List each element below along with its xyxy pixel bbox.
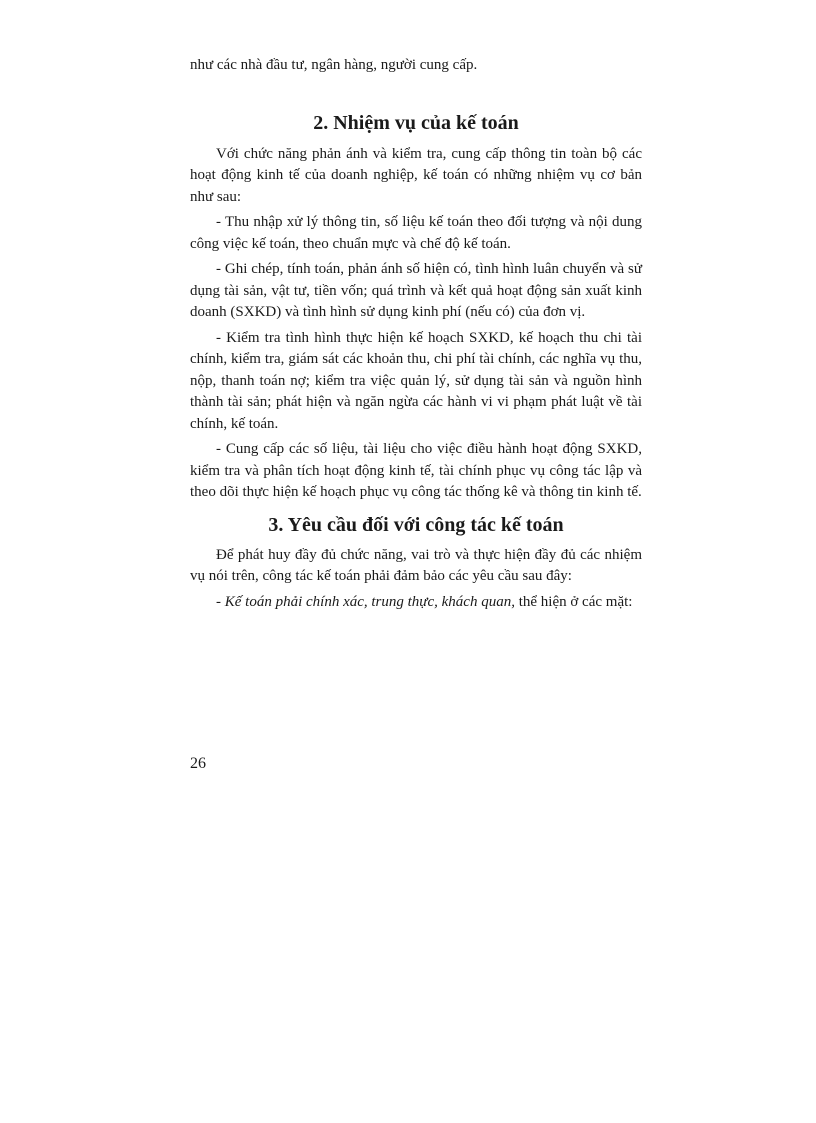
section-3-paragraph-2 — [190, 592, 642, 614]
section-2-paragraph-5: - Cung cấp các số liệu, tài liệu cho việc điều hành hoạt động SXKD, kiểm tra và phân tích hoạt động kinh tế, tài chính phục vụ công tác lập và theo dõi thực hiện kế hoạch phục vụ công tác thống kê và thông tin kinh tế. — [190, 441, 642, 500]
section-3-heading: 3. Yêu cầu đối với công tác kế toán — [268, 513, 564, 536]
document-page — [190, 55, 642, 613]
section-3-emphasis: - Kế toán phải chính xác, trung thực, khách quan, — [216, 593, 515, 610]
intro-line: như các nhà đầu tư, ngân hàng, người cung cấp. — [190, 57, 478, 73]
section-3-paragraph-2-rest: thể hiện ở các mặt: — [514, 593, 633, 610]
section-2-heading: 2. Nhiệm vụ của kế toán — [313, 111, 519, 134]
section-2-paragraph-2: - Thu nhập xử lý thông tin, số liệu kế toán theo đối tượng và nội dung công việc kế toán, theo chuẩn mực và chế độ kế toán. — [190, 214, 642, 252]
section-2-paragraph-3: - Ghi chép, tính toán, phản ánh số hiện có, tình hình luân chuyển và sử dụng tài sản, vật tư, tiền vốn; quá trình và kết quả hoạt động sản xuất kinh doanh (SXKD) và tình hình sử dụng kinh phí (nếu có) của đơn vị. — [190, 261, 642, 320]
section-2-paragraph-1: Với chức năng phản ánh và kiểm tra, cung cấp thông tin toàn bộ các hoạt động kinh tế của doanh nghiệp, kế toán có những nhiệm vụ cơ bản như sau: — [190, 145, 642, 205]
page-number: 26 — [190, 755, 206, 772]
section-2-paragraph-4: - Kiểm tra tình hình thực hiện kế hoạch SXKD, kế hoạch thu chi tài chính, kiểm tra, giám sát các khoản thu, chi phí tài chính, các nghĩa vụ thu, nộp, thanh toán nợ; kiểm tra việc quản lý, sử dụng tài sản và nguồn hình thành tài sản; phát hiện và ngăn ngừa các hành vi vi phạm phát luật về tài chính, kế toán. — [190, 329, 642, 432]
section-3-paragraph-1: Để phát huy đầy đủ chức năng, vai trò và thực hiện đầy đủ các nhiệm vụ nói trên, công tác kế toán phải đảm bảo các yêu cầu sau đây: — [190, 546, 642, 584]
